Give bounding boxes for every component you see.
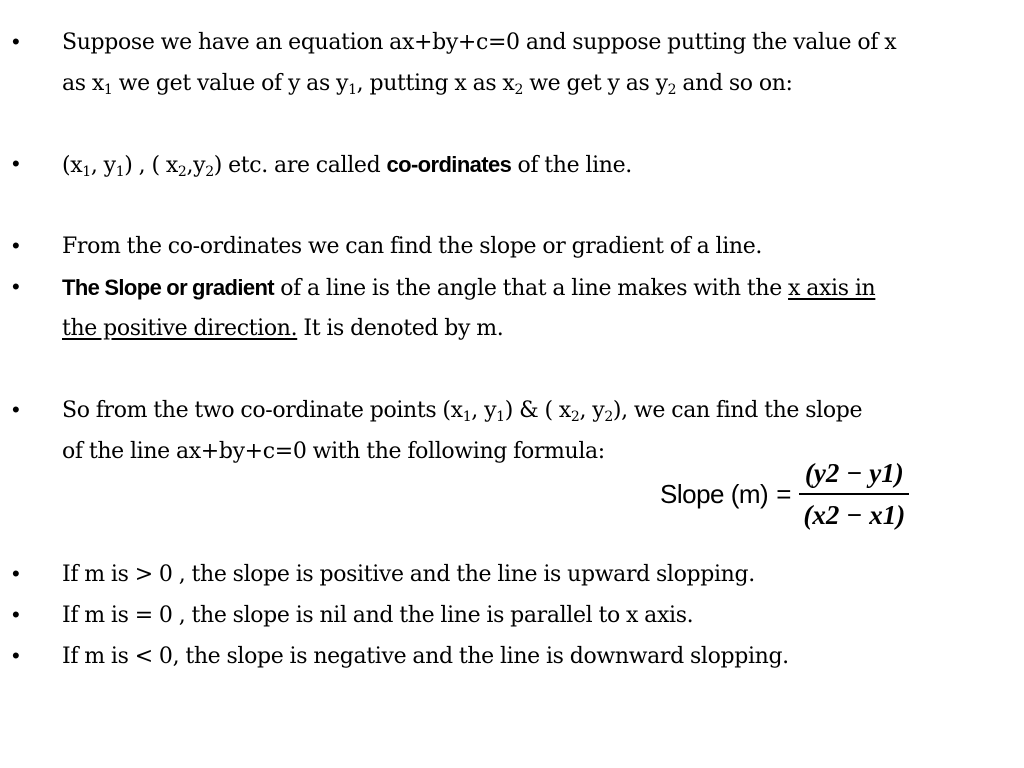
- formula-lhs: Slope (m): [660, 478, 769, 509]
- text-line: [62, 308, 1002, 349]
- text-run: , y: [90, 153, 116, 178]
- text-line: If m is < 0, the slope is negative and the line is downward slopping.: [62, 644, 789, 669]
- subscript: 1: [115, 164, 125, 180]
- text-run: (x: [62, 153, 83, 178]
- text-run: ), we can find the slope: [612, 398, 863, 423]
- text-run: of the line.: [511, 153, 632, 178]
- formula-fraction: [799, 456, 909, 532]
- bold-term: co-ordinates: [386, 152, 512, 177]
- bullet-marker: •: [12, 29, 20, 54]
- text-run: So from the two co-ordinate points (x: [62, 398, 463, 423]
- text-run: , y: [471, 398, 497, 423]
- text-run: ,y: [186, 153, 206, 178]
- subscript: 2: [604, 409, 613, 425]
- fraction-bar: [799, 493, 909, 495]
- text-run: It is denoted by m.: [297, 316, 504, 341]
- formula-denominator: (x2 − x1): [803, 500, 906, 530]
- bullet-text: [62, 554, 1002, 595]
- subscript: 2: [667, 82, 677, 98]
- formula-equals: =: [776, 478, 792, 509]
- bullet-marker: •: [12, 151, 20, 176]
- bullet-marker: •: [12, 233, 20, 258]
- text-run: and so on:: [676, 71, 793, 96]
- bullet-text: [62, 144, 1002, 185]
- bullet-marker: •: [12, 602, 20, 627]
- bold-term: The Slope or gradient: [62, 275, 275, 300]
- formula-numerator: (y2 − y1): [804, 458, 904, 488]
- underlined-text: x axis in: [788, 276, 876, 301]
- text-line: Suppose we have an equation ax+by+c=0 and suppose putting the value of x: [62, 30, 897, 55]
- text-run: we get y as y: [523, 71, 668, 96]
- text-line: of the line ax+by+c=0 with the following formula:: [62, 439, 605, 464]
- text-run: , y: [579, 398, 605, 423]
- text-line: If m is > 0 , the slope is positive and the line is upward slopping.: [62, 562, 755, 587]
- subscript: 2: [570, 409, 580, 425]
- bullet-marker: •: [12, 643, 20, 668]
- subscript: 2: [514, 82, 524, 98]
- subscript: 1: [82, 164, 91, 180]
- bullet-text: [62, 636, 1002, 677]
- slope-formula: [660, 452, 909, 536]
- bullet-text: [62, 226, 1002, 267]
- text-run: , putting x as x: [356, 71, 515, 96]
- text-run: of a line is the angle that a line makes with the: [274, 276, 789, 301]
- text-run: ) & ( x: [504, 398, 571, 423]
- subscript: 1: [496, 409, 505, 425]
- bullet-text: [62, 267, 1002, 349]
- bullet-text: [62, 595, 1002, 636]
- text-line: From the co-ordinates we can find the slope or gradient of a line.: [62, 234, 763, 259]
- bullet-marker: •: [12, 397, 20, 422]
- subscript: 1: [103, 82, 113, 98]
- text-line: If m is = 0 , the slope is nil and the line is parallel to x axis.: [62, 603, 694, 628]
- subscript: 1: [462, 409, 472, 425]
- text-line: [62, 390, 1002, 431]
- text-run: we get value of y as y: [112, 71, 349, 96]
- bullet-marker: •: [12, 561, 20, 586]
- subscript: 1: [348, 82, 357, 98]
- text-line: [62, 267, 1002, 308]
- text-run: ) etc. are called: [213, 153, 387, 178]
- text-run: as x: [62, 71, 104, 96]
- underlined-text: the positive direction.: [62, 316, 298, 341]
- text-line: [62, 144, 1002, 185]
- subscript: 2: [205, 164, 214, 180]
- bullet-marker: •: [12, 274, 20, 299]
- bullet-text: [62, 22, 1002, 104]
- text-line: [62, 63, 1002, 104]
- text-run: ) , ( x: [124, 153, 178, 178]
- subscript: 2: [177, 164, 187, 180]
